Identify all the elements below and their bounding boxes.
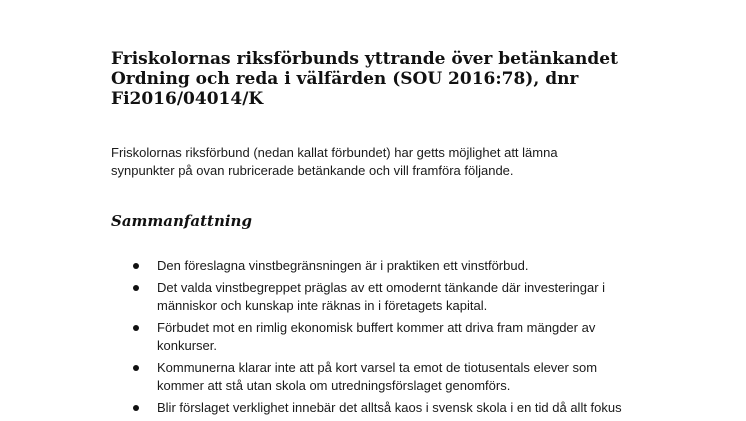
bullet-item (0, 399, 746, 417)
bullet-icon (133, 405, 139, 411)
bullet-line: Blir förslaget verklighet innebär det alltså kaos i svensk skola i en tid då allt fokus (157, 400, 622, 415)
document-title-line-3: Fi2016/04014/K (111, 89, 264, 109)
bullet-text (157, 279, 746, 315)
document-title (111, 49, 671, 109)
bullet-icon (133, 325, 139, 331)
bullet-text (157, 399, 746, 417)
bullet-icon (133, 263, 139, 269)
document-title-line-2: Ordning och reda i välfärden (SOU 2016:78), dnr (111, 69, 579, 89)
bullet-line: Den föreslagna vinstbegränsningen är i praktiken ett vinstförbud. (157, 258, 529, 273)
summary-bullet-list (0, 257, 746, 421)
intro-line-1: Friskolornas riksförbund (nedan kallat förbundet) har getts möjlighet att lämna (111, 145, 558, 160)
intro-line-2: synpunkter på ovan rubricerade betänkande och vill framföra följande. (111, 163, 514, 178)
bullet-icon (133, 365, 139, 371)
bullet-line: Det valda vinstbegreppet präglas av ett omodernt tänkande där investeringar i (157, 280, 606, 295)
intro-paragraph (111, 144, 671, 180)
bullet-item (0, 319, 746, 355)
bullet-line: Kommunerna klarar inte att på kort varsel ta emot de tiotusentals elever som (157, 360, 598, 375)
bullet-text (157, 257, 746, 275)
bullet-line: konkurser. (157, 338, 217, 353)
bullet-text (157, 319, 746, 355)
bullet-item (0, 257, 746, 275)
bullet-item (0, 359, 746, 395)
bullet-text (157, 359, 746, 395)
bullet-line: Förbudet mot en rimlig ekonomisk buffert kommer att driva fram mängder av (157, 320, 596, 335)
bullet-line: kommer att stå utan skola om utredningsförslaget genomförs. (157, 378, 511, 393)
section-heading-sammanfattning: Sammanfattning (111, 212, 252, 230)
bullet-icon (133, 285, 139, 291)
bullet-line: människor och kunskap inte räknas in i företagets kapital. (157, 298, 488, 313)
bullet-item (0, 279, 746, 315)
document-title-line-1: Friskolornas riksförbunds yttrande över betänkandet (111, 49, 618, 69)
